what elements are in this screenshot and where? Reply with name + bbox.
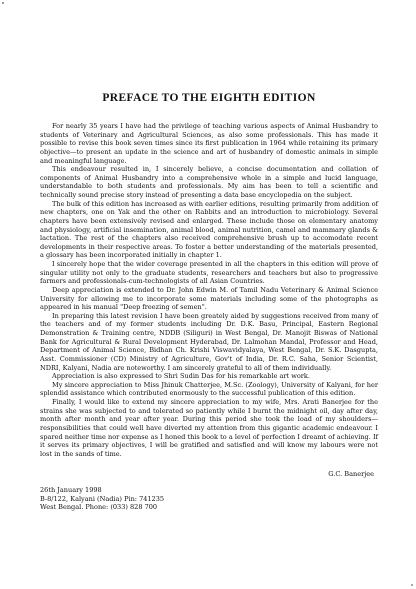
paragraph: Deep appreciation is extended to Dr. John Edwin M. of Tamil Nadu Veterinary & Animal Science University for allowing me to incorporate some materials including some of the photographs as appeared in his manual "Deep freezing of semen". [40,285,378,312]
paragraph: My sincere appreciation to Miss Jhinuk Chatterjee, M.Sc. (Zoology), University of Kalyani, for her splendid assistance which contributed enormously to the successful publication of this edition. [40,380,378,398]
author-address: B-8/122, Kalyani (Nadia) Pin: 741235 [40,494,165,503]
scan-speck [2,2,4,4]
preface-date: 26th January 1998 [40,486,102,495]
paragraph: Finally, I would like to extend my sincere appreciation to my wife, Mrs. Arati Banerjee for the strains she was subjected to and tolerated so patiently while I burnt the midnight oil, day after day, month after month and year after year. During this period she took the load of my shoulders—responsibilities that could well have diverted my attention from this gigantic academic endeavour. I spared neither time nor expense as I honed this book to a level of perfection I dreamt of achieving. If it serves its primary objectives, I will be gratified and satisfied and will know my labours were not lost in the sands of time. [40,398,378,458]
page-title: PREFACE TO THE EIGHTH EDITION [102,92,316,104]
author-signature: G.C. Banerjee [328,470,374,479]
footer-block [40,486,378,511]
paragraph: I sincerely hope that the wider coverage presented in all the chapters in this edition will prove of singular utility not only to the graduate students, researchers and teachers but also to progressive farmers and professionals-cum-technologists of all Asian Countries. [40,260,378,286]
paragraph: For nearly 35 years I have had the privilege of teaching various aspects of Animal Husbandry to students of Veterinary and Agricultural Sciences, as also some professionals. This has made it possible to revise this book seven times since its first publication in 1964 while retaining its primary objective—to present an update in the science and art of husbandry of domestic animals in simple and meaningful language. [40,122,378,165]
paragraph: In preparing this latest revision I have been greately aided by suggestions received from many of the teachers and of my former students including Dr. D.K. Basu, Principal, Eastern Regional Demonstration & Training centre, NDDB (Siliguri) in West Bengal, Dr. Manojit Biswas of National Bank for Agricultural & Rural Development Hyderabad, Dr. Lalmohan Mandal, Professor and Head, Department of Animal Science, Bidhan Ch. Krishi Viswavidyalaya, West Bengal, Dr. S.K. Dasgupta, Asst. Commissioner (CD) Ministry of Agriculture, Gov't of India, Dr. R.C. Saha, Senior Scientist, NDRI, Kalyani, Nadia are noteworthy. I am sincerely grateful to all of them individually. [40,311,378,372]
author-phone: West Bengal. Phone: (033) 828 700 [40,503,158,512]
paragraph: Appreciation is also expressed to Shri Sudin Das for his remarkable art work. [52,372,310,381]
signature-row [40,470,378,478]
paragraph: The bulk of this edition has increased as with earlier editions, resulting primarily from addition of new chapters, one on Yak and the other on Rabbits and an introduction to microbiology. Several chapters have been extensively revised and enlarged. These include those on elementary anatomy and physiology, artificial insemination, animal blood, animal nutrition, camel and mammary glands & lactation. The rest of the chapters also received comprehensive brush up to accomodate recent developments in their respective areas. To foster a better understanding of the materials presented, a glossary has been incorporated initially in chapter 1. [40,199,378,260]
paragraph: This endeavour resulted in, I sincerely believe, a concise documentation and collation of components of Animal Husbandry into a comprehensive whole in a simple and lucid language, understandable to both students and professionals. My aim has been to tell a scientific and technically sound precise story instead of presenting a data base encyclopedia on the subject. [40,165,378,199]
scan-speck [411,584,413,586]
preface-body [40,122,378,458]
